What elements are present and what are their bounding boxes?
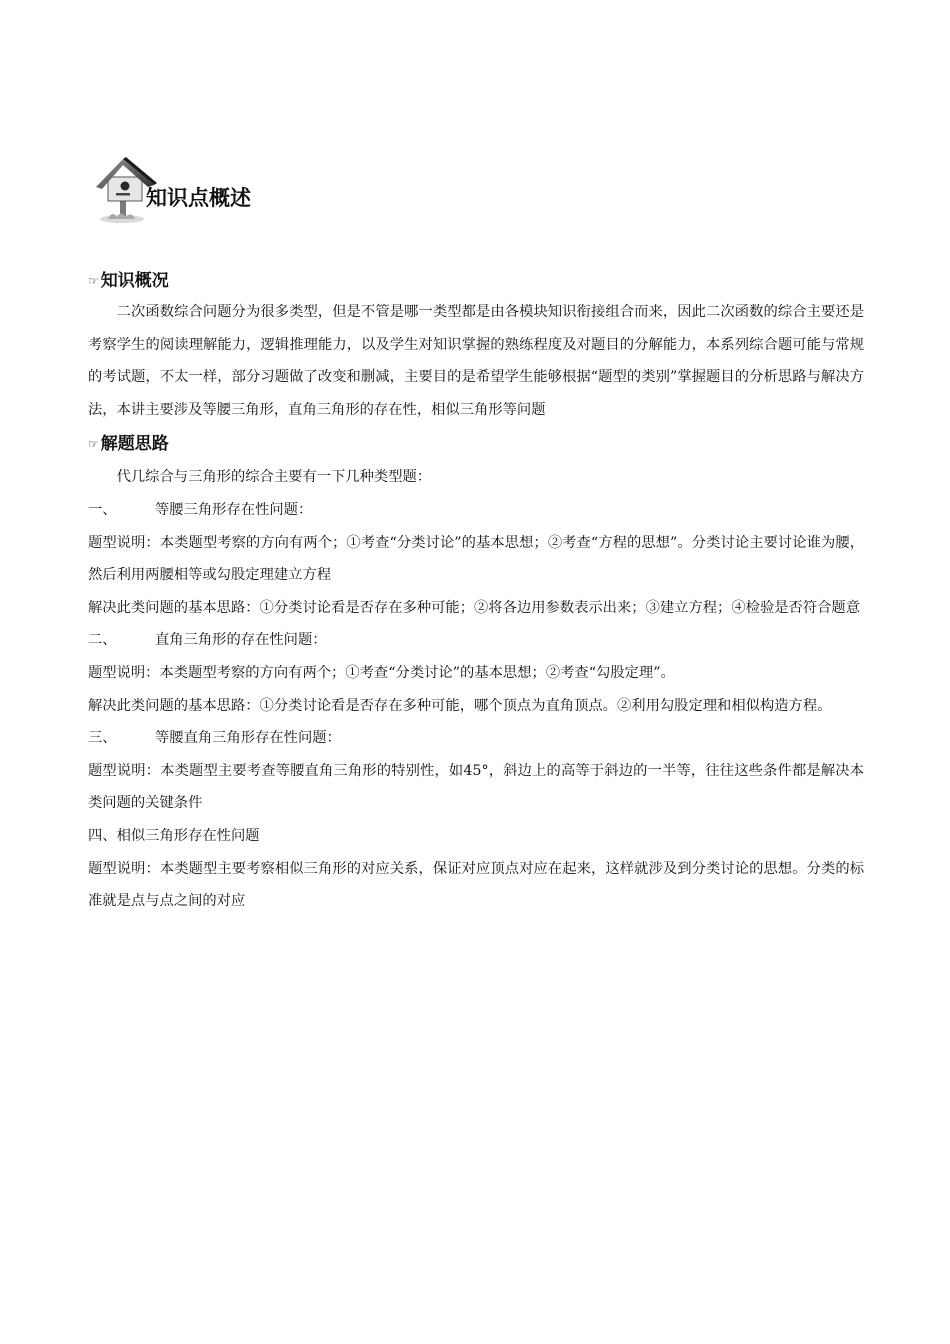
item-description: 题型说明：本类题型主要考察相似三角形的对应关系，保证对应顶点对应在起来，这样就涉及到分类讨论的思想。分类的标准就是点与点之间的对应: [88, 860, 864, 910]
pointing-hand-icon: ☞: [88, 274, 99, 288]
item-number: 二、: [88, 632, 117, 649]
overview-paragraph: 二次函数综合问题分为很多类型，但是不管是哪一类型都是由各模块知识衔接组合而来，因此二次函数的综合主要还是考察学生的阅读理解能力，逻辑推理能力，以及学生对知识掌握的熟练程度及对题目的分解能力，本系列综合题可能与常规的考试题，不太一样，部分习题做了改变和删减，主要目的是希望学生能够根据“题型的类别”掌握题目的分析思路与解决方法，本讲主要涉及等腰三角形，直角三角形的存在性，相似三角形等问题: [88, 304, 864, 418]
item-description: 题型说明：本类题型考察的方向有两个；①考查“分类讨论”的基本思想；②考查“方程的思想”。分类讨论主要讨论谁为腰，然后利用两腰相等或勾股定理建立方程: [88, 534, 864, 584]
pointing-hand-icon: ☞: [88, 437, 99, 452]
section-header: [94, 155, 394, 225]
item-number: 三、: [88, 730, 117, 747]
item-heading: [88, 624, 864, 657]
item-method: 解决此类问题的基本思路：①分类讨论看是否存在多种可能；②将各边用参数表示出来；③建立方程；④检验是否符合题意: [88, 599, 861, 616]
section-title-text: 知识概况: [100, 271, 169, 291]
page-title: 知识点概述: [146, 186, 251, 210]
item-description: 题型说明：本类题型主要考查等腰直角三角形的特别性，如45°，斜边上的高等于斜边的一半等，往往这些条件都是解决本类问题的关键条件: [88, 762, 864, 812]
section-title-overview: [88, 266, 864, 296]
section-title-approach: [88, 429, 864, 459]
item-description: 题型说明：本类题型考察的方向有两个；①考查“分类讨论”的基本思想；②考查“勾股定理”。: [88, 664, 675, 681]
item-title: 直角三角形的存在性问题：: [155, 632, 327, 649]
section-title-text: 解题思路: [100, 434, 169, 455]
item-heading: [88, 494, 864, 527]
item-heading: [88, 722, 864, 755]
main-content: [88, 266, 864, 918]
item-title: 等腰三角形存在性问题：: [155, 501, 313, 518]
item-method: 解决此类问题的基本思路：①分类讨论看是否存在多种可能，哪个顶点为直角顶点。②利用勾股定理和相似构造方程。: [88, 697, 832, 714]
approach-intro: 代几综合与三角形的综合主要有一下几种类型题：: [116, 469, 432, 486]
item-heading: 四、相似三角形存在性问题: [88, 827, 260, 844]
item-number: 一、: [88, 501, 117, 518]
item-title: 等腰直角三角形存在性问题：: [155, 730, 341, 747]
